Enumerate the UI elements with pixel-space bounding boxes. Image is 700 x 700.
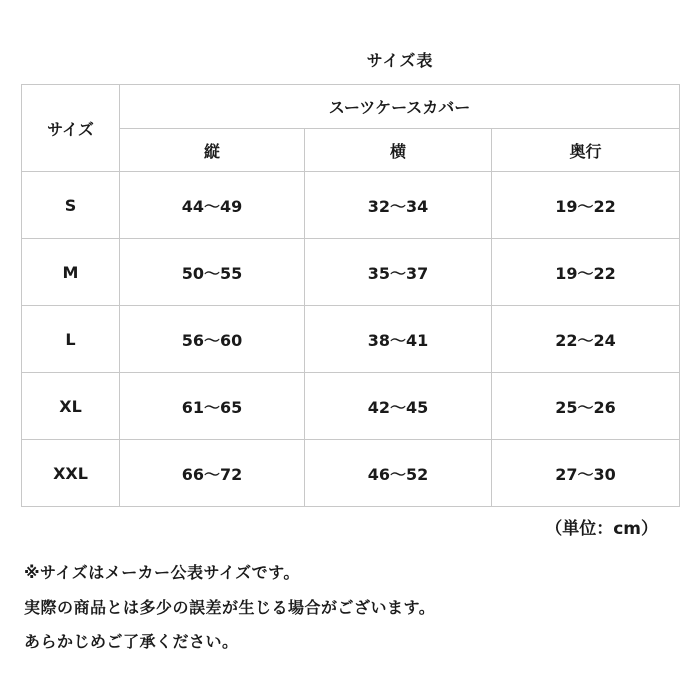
- width-value: 42〜45: [305, 373, 492, 440]
- product-group-header: スーツケースカバー: [120, 85, 680, 129]
- depth-column-header: 奥行: [492, 129, 680, 172]
- height-value: 56〜60: [120, 306, 305, 373]
- depth-value: 25〜26: [492, 373, 680, 440]
- height-column-header: 縦: [120, 129, 305, 172]
- width-value: 32〜34: [305, 172, 492, 239]
- table-header-row: [22, 85, 680, 129]
- depth-value: 19〜22: [492, 172, 680, 239]
- table-row: [22, 239, 680, 306]
- height-value: 61〜65: [120, 373, 305, 440]
- width-value: 46〜52: [305, 440, 492, 507]
- note-line: ※サイズはメーカー公表サイズです。: [24, 563, 300, 582]
- depth-value: 22〜24: [492, 306, 680, 373]
- note-line: 実際の商品とは多少の誤差が生じる場合がございます。: [24, 598, 436, 617]
- depth-value: 27〜30: [492, 440, 680, 507]
- width-value: 38〜41: [305, 306, 492, 373]
- table-row: [22, 373, 680, 440]
- width-value: 35〜37: [305, 239, 492, 306]
- size-label: XXL: [22, 440, 120, 507]
- table-row: [22, 440, 680, 507]
- depth-value: 19〜22: [492, 239, 680, 306]
- width-column-header: 横: [305, 129, 492, 172]
- table-row: [22, 306, 680, 373]
- size-label: XL: [22, 373, 120, 440]
- size-label: S: [22, 172, 120, 239]
- size-column-header: サイズ: [22, 85, 120, 172]
- height-value: 66〜72: [120, 440, 305, 507]
- size-table: [21, 84, 680, 507]
- size-label: M: [22, 239, 120, 306]
- unit-label: （単位：cm）: [545, 519, 658, 539]
- size-label: L: [22, 306, 120, 373]
- table-row: [22, 172, 680, 239]
- note-line: あらかじめご了承ください。: [24, 632, 239, 651]
- page-title: サイズ表: [366, 51, 434, 70]
- height-value: 50〜55: [120, 239, 305, 306]
- dimension-header-row: [22, 129, 680, 172]
- height-value: 44〜49: [120, 172, 305, 239]
